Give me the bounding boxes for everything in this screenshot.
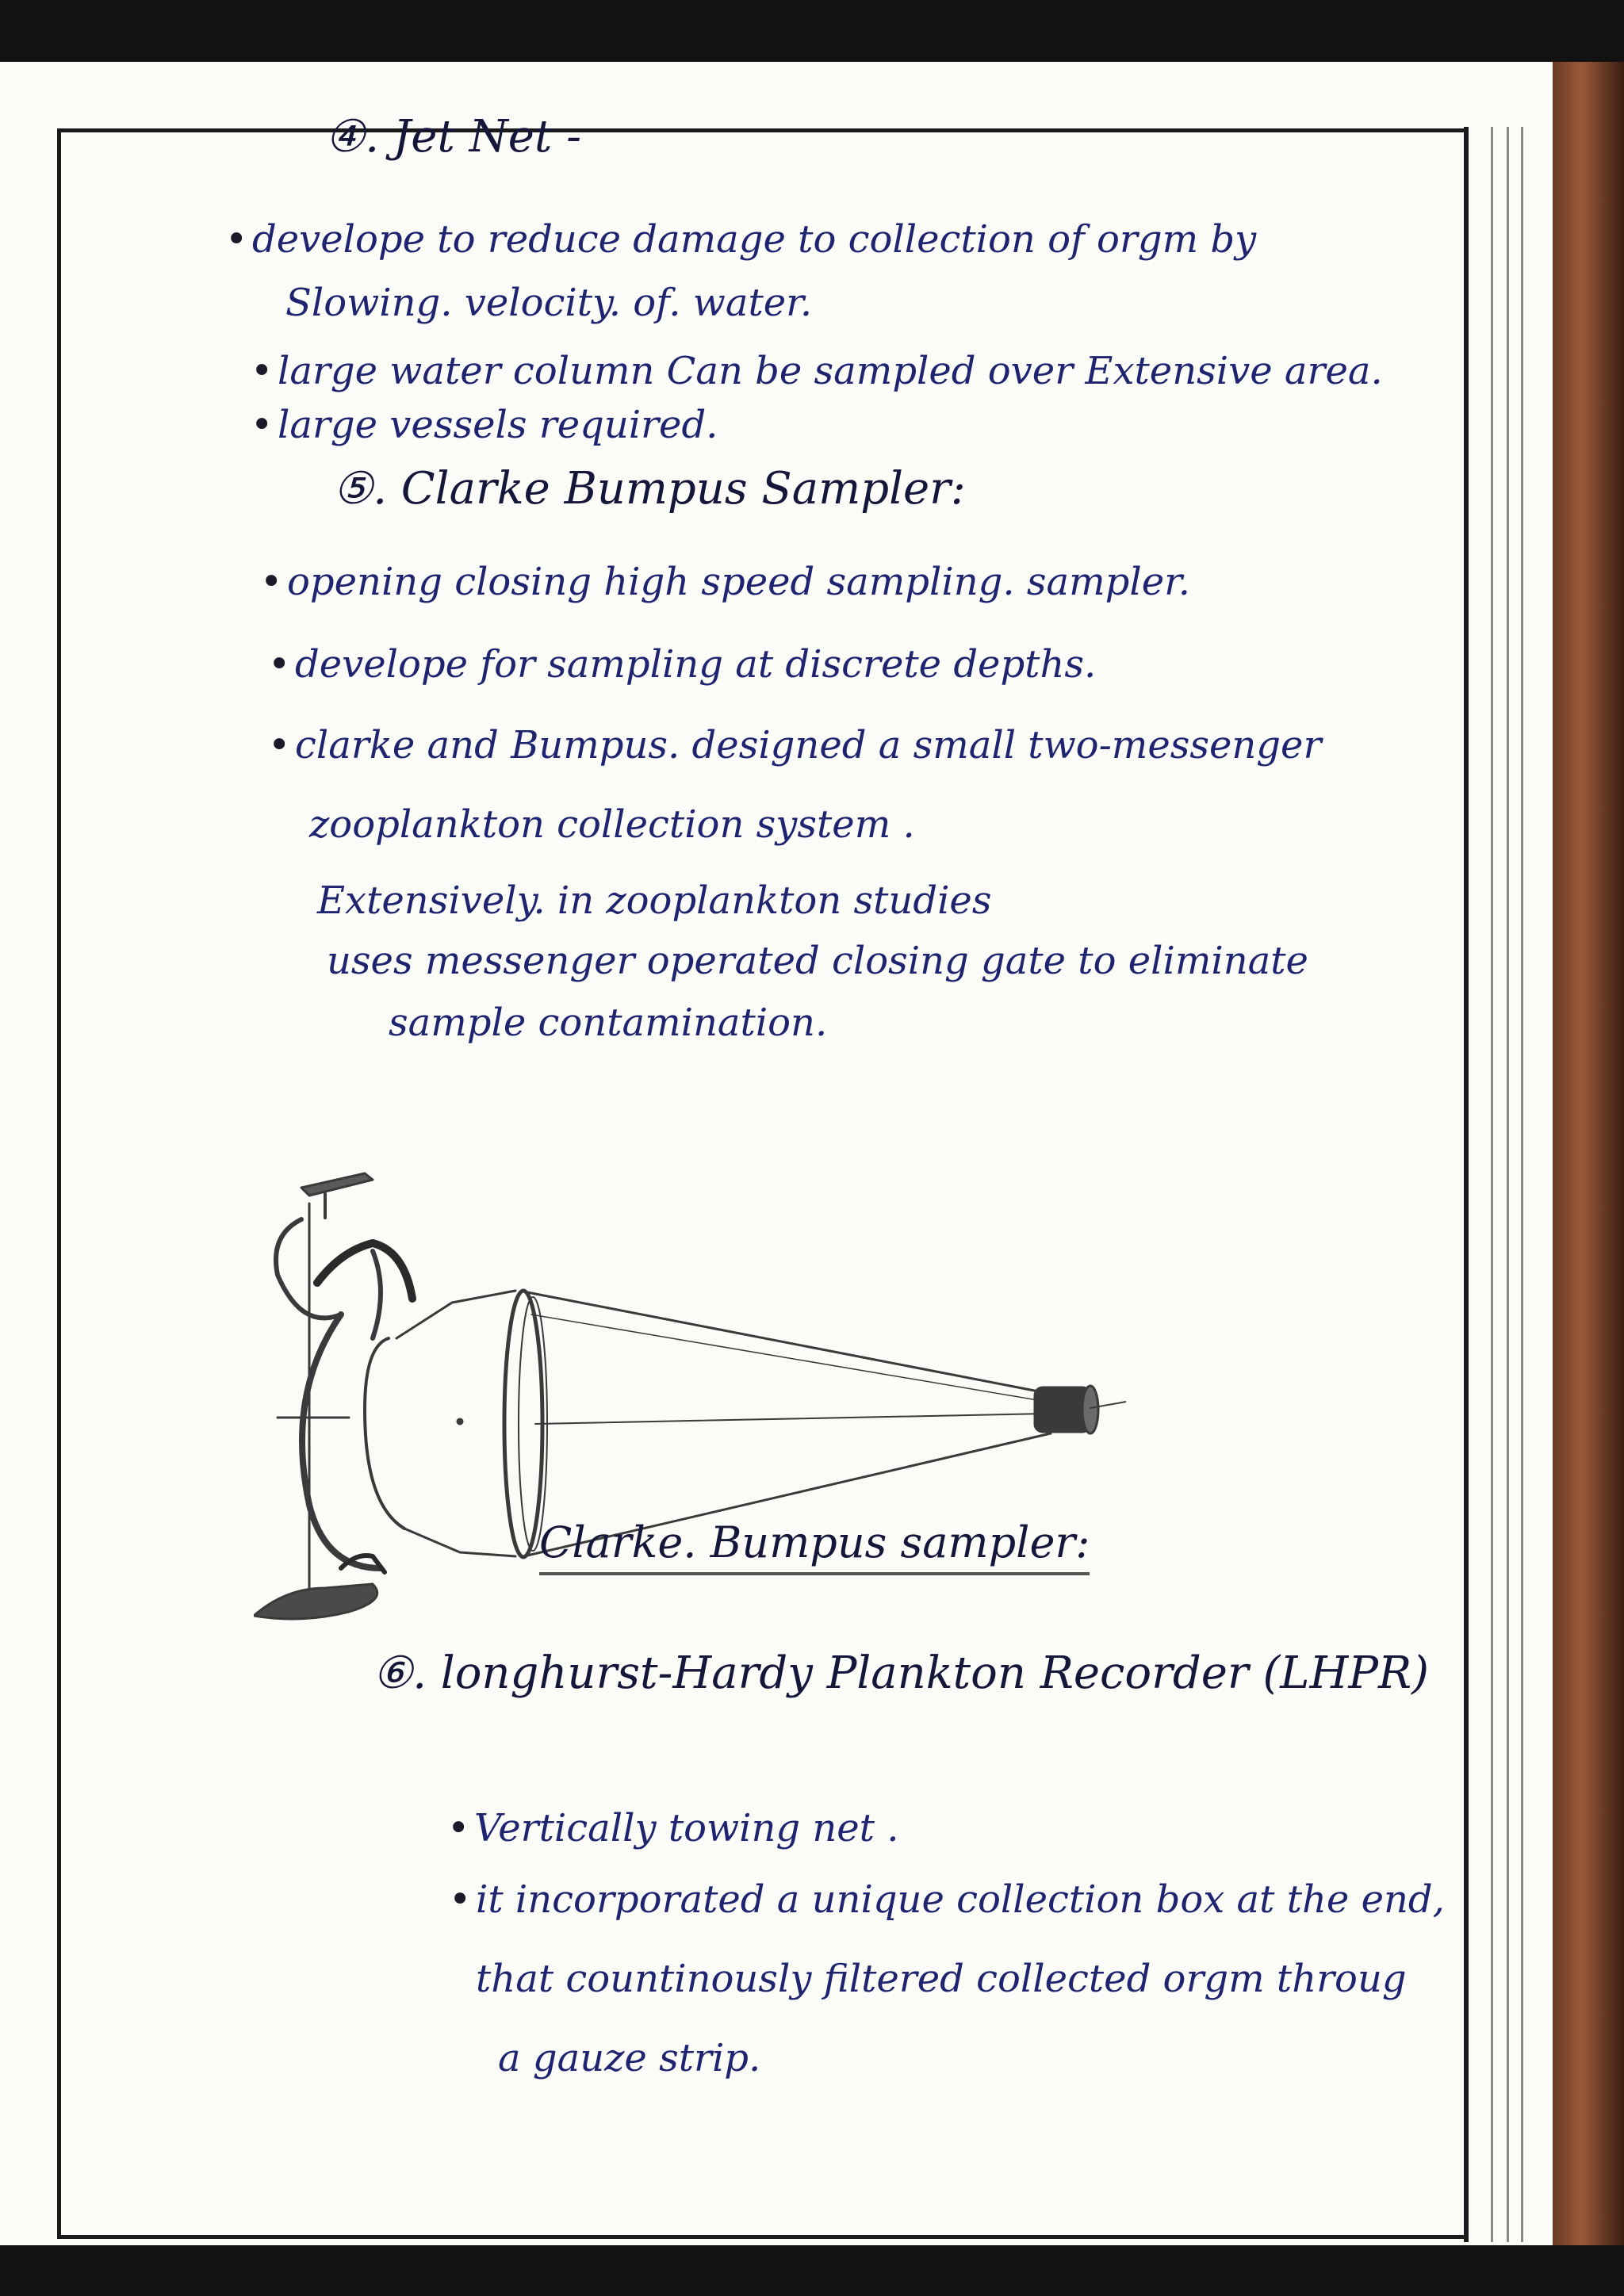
page-stack-line <box>1507 127 1509 2242</box>
section-6-line-1: • Vertically towing net . <box>474 1806 898 1850</box>
figure-caption: Clarke. Bumpus sampler: <box>539 1517 1090 1575</box>
section-5-line-1: • opening closing high speed sampling. sampler. <box>287 560 1190 604</box>
section-5-line-7: sample contamination. <box>389 1001 828 1045</box>
section-6-line-2: • it incorporated a unique collection box at the end, <box>476 1877 1445 1922</box>
section-6-line-4: a gauze strip. <box>498 2036 761 2080</box>
section-4-heading: ④. Jet Net - <box>325 111 582 163</box>
section-4-line-3: • large water column Can be sampled over Extensive area. <box>278 349 1383 393</box>
page-frame-right <box>1464 127 1469 2242</box>
notebook-page <box>0 62 1553 2245</box>
notebook-edge <box>1553 62 1624 2245</box>
section-5-line-5: Extensively. in zooplankton studies <box>317 878 992 923</box>
section-6-line-3: that countinously filtered collected orgm throug <box>476 1957 1407 2001</box>
photo-border-bottom <box>0 2245 1624 2296</box>
photo-border-top <box>0 0 1624 62</box>
page-stack-line <box>1491 127 1493 2242</box>
section-5-line-6: uses messenger operated closing gate to eliminate <box>327 939 1308 983</box>
section-6-heading: ⑥. longhurst-Hardy Plankton Recorder (LHPR) <box>373 1647 1430 1699</box>
section-5-line-3: • clarke and Bumpus. designed a small two-messenger <box>295 723 1321 767</box>
section-5-line-4: zooplankton collection system . <box>309 802 915 847</box>
section-5-line-2: • develope for sampling at discrete depths. <box>295 642 1096 687</box>
section-4-line-4: • large vessels required. <box>278 403 718 447</box>
page-stack-line <box>1521 127 1523 2242</box>
section-4-line-2: Slowing. velocity. of. water. <box>285 281 813 325</box>
section-5-heading: ⑤. Clarke Bumpus Sampler: <box>333 463 966 515</box>
section-4-line-1: • develope to reduce damage to collection of orgm by <box>252 217 1256 262</box>
